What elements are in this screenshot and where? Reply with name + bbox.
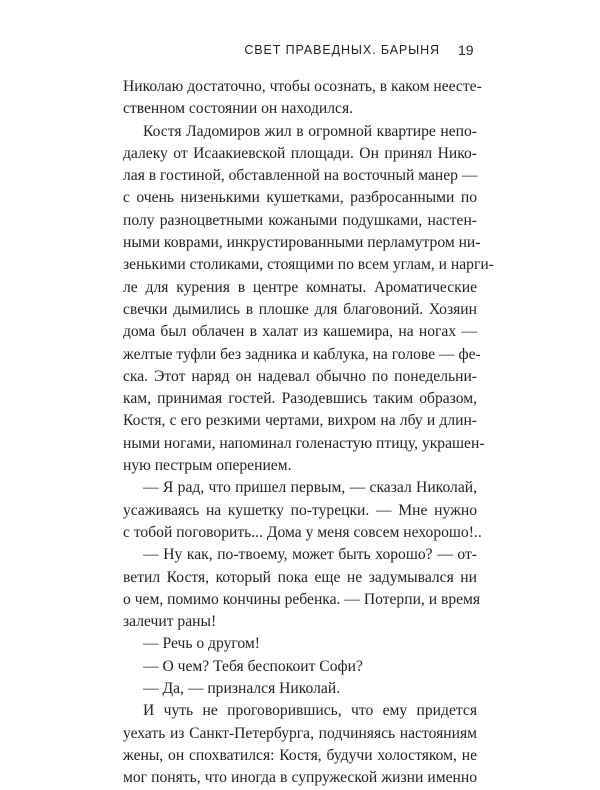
text-line: Николаю достаточно, чтобы осознать, в каком неесте-	[123, 78, 482, 95]
text-line: с очень низенькими кушетками, разбросанными по	[123, 189, 477, 207]
text-line: полу разноцветными кожаными подушками, настен-	[123, 211, 477, 229]
text-line: ска. Этот наряд он надевал обычно по понедельни-	[123, 367, 477, 385]
text-line: И чуть не проговорившись, что ему придется	[143, 702, 477, 720]
text-line: Костя Ладомиров жил в огромной квартире непо-	[143, 122, 477, 140]
text-line: уехать из Санкт-Петербурга, подчиняясь настояниям	[123, 724, 477, 742]
text-line: ную пестрым оперением.	[123, 457, 292, 475]
text-line: мог понять, что иногда в супружеской жизни именно	[123, 769, 477, 787]
text-line: Костя, с его резкими чертами, вихром на лбу и длин-	[123, 412, 477, 430]
page-number: 19	[458, 42, 474, 58]
text-line: усаживаясь на кушетку по-турецки. — Мне нужно	[123, 501, 477, 519]
text-line: о чем, помимо кончины ребенка. — Потерпи, и время	[123, 590, 481, 608]
text-line: — Да, — признался Николай.	[143, 680, 341, 698]
text-line: — Речь о другом!	[143, 635, 260, 653]
text-line: свечки дымились в плошке для благовоний. Хозяин	[123, 300, 477, 318]
body-text	[123, 76, 494, 790]
text-line: — О чем? Тебя беспокоит Софи?	[143, 657, 363, 675]
text-line: кам, принимая гостей. Разодевшись таким образом,	[123, 390, 477, 408]
running-head	[0, 43, 600, 63]
text-line: ле для курения в центре комнаты. Ароматические	[123, 278, 477, 296]
text-line: ными коврами, инкрустированными перламутром ни-	[123, 234, 481, 252]
text-line: с тобой поговорить... Дома у меня совсем нехорошо!..	[123, 523, 482, 541]
running-title: СВЕТ ПРАВЕДНЫХ. БАРЫНЯ	[244, 43, 440, 57]
text-line: залечит раны!	[123, 613, 217, 631]
text-line: — Я рад, что пришел первым, — сказал Николай,	[143, 479, 477, 497]
text-line: дома был облачен в халат из кашемира, на ногах —	[123, 323, 477, 341]
text-line: ными ногами, напоминал голенастую птицу, украшен-	[123, 434, 485, 452]
text-line: желтые туфли без задника и каблука, на голове — фе-	[123, 345, 481, 363]
text-line: зенькими столиками, стоящими по всем углам, и нарги-	[123, 256, 494, 274]
text-line: — Ну как, по-твоему, может быть хорошо? — от-	[143, 546, 477, 564]
text-line: ственном состоянии он находился.	[123, 100, 354, 118]
text-line: далеку от Исаакиевской площади. Он принял Нико-	[123, 144, 477, 162]
text-line: лая в гостиной, обставленной на восточный манер —	[123, 167, 478, 185]
text-line: жены, он спохватился: Костя, будучи холостяком, не	[123, 746, 477, 764]
text-line: ветил Костя, который пока еще не задумывался ни	[123, 568, 477, 586]
